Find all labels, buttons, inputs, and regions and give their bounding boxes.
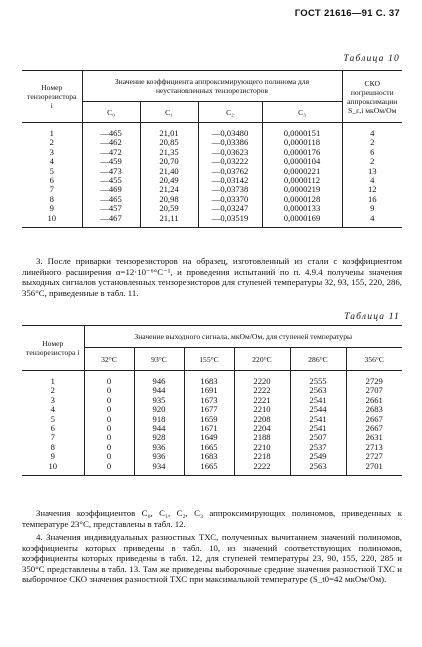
cell-number: 9 — [49, 203, 54, 214]
cell-356: 2631 — [346, 433, 402, 442]
table-11-head-group: Значение выходного сигнала, мкОм/Ом, для ступеней температуры — [84, 326, 402, 348]
cell-356: 2727 — [346, 452, 402, 461]
cell-32: 0 — [84, 433, 134, 442]
table-11-body — [22, 371, 402, 476]
table-10-body — [22, 123, 402, 228]
table-11-col-32: 32°С — [84, 348, 134, 371]
table-11-row — [22, 371, 402, 387]
cell-32: 0 — [84, 452, 134, 461]
cell-c0: —459 — [82, 157, 140, 166]
cell-286: 2541 — [290, 396, 346, 405]
cell-sko: 6 — [342, 148, 402, 157]
cell-356: 2707 — [346, 386, 402, 395]
cell-c2: —0,03222 — [198, 157, 262, 166]
cell-220: 2208 — [234, 415, 290, 424]
cell-c3: 0,0000221 — [262, 167, 342, 176]
page-header: ГОСТ 21616—91 С. 37 — [294, 8, 400, 19]
cell-356: 2729 — [346, 371, 402, 387]
cell-number: 7 — [50, 432, 55, 443]
cell-c1: 20,98 — [140, 195, 198, 204]
cell-32: 0 — [84, 405, 134, 414]
cell-32: 0 — [84, 396, 134, 405]
cell-356: 2667 — [346, 424, 402, 433]
cell-sko: 9 — [342, 204, 402, 213]
table-10-head-sko: СКО погрешности аппроксимации S_ε,i мкОм/Ом — [342, 71, 402, 123]
cell-number: 3 — [49, 146, 54, 157]
cell-number: 5 — [49, 165, 54, 176]
cell-number: 4 — [50, 404, 55, 415]
cell-93: 936 — [134, 443, 184, 452]
cell-c2: —0,03480 — [198, 123, 262, 139]
cell-number: 3 — [50, 394, 55, 405]
cell-c0: —462 — [82, 138, 140, 147]
cell-number: 1 — [50, 376, 55, 386]
cell-c1: 20,59 — [140, 204, 198, 213]
cell-220: 2210 — [234, 405, 290, 414]
cell-93: 935 — [134, 396, 184, 405]
cell-155: 1691 — [184, 386, 234, 395]
cell-sko: 4 — [342, 214, 402, 228]
cell-number: 4 — [49, 156, 54, 167]
cell-c2: —0,03623 — [198, 148, 262, 157]
cell-sko: 4 — [342, 123, 402, 139]
cell-155: 1665 — [184, 443, 234, 452]
cell-c3: 0,0000169 — [262, 214, 342, 228]
cell-number: 1 — [49, 128, 54, 138]
table-10-row — [22, 214, 402, 228]
cell-32: 0 — [84, 443, 134, 452]
cell-c2: —0,03762 — [198, 167, 262, 176]
cell-93: 946 — [134, 371, 184, 387]
cell-number: 10 — [48, 460, 58, 471]
cell-220: 2204 — [234, 424, 290, 433]
paragraph-4: 4. Значения индивидуальных разностных ТХС, полученных вычитанием значений полиномов, коэффициенты которых приведены в табл. 10, из значений соответствующих полиномов, коэффициенты которых приведены в табл. 12, для ступеней температуры 23, 90, 155, 220, 285 и 350°С представлены в табл. 13. Там же приведены выборочные средние значения разностной ТХС и выборочное СКО значения разностной ТХС при максимальной температуре (S_t0=42 мкОм/Ом). — [22, 532, 402, 585]
cell-286: 2541 — [290, 415, 346, 424]
cell-220: 2221 — [234, 396, 290, 405]
cell-155: 1665 — [184, 462, 234, 476]
cell-c1: 21,40 — [140, 167, 198, 176]
cell-number: 9 — [50, 451, 55, 462]
cell-155: 1683 — [184, 452, 234, 461]
cell-number: 7 — [49, 184, 54, 195]
table-11 — [22, 325, 402, 476]
cell-286: 2507 — [290, 433, 346, 442]
cell-286: 2563 — [290, 462, 346, 476]
cell-sko: 2 — [342, 138, 402, 147]
cell-c0: —465 — [82, 123, 140, 139]
cell-sko: 2 — [342, 157, 402, 166]
cell-c1: 20,70 — [140, 157, 198, 166]
cell-c0: —455 — [82, 176, 140, 185]
table-11-head-number: Номер тензорезистора i — [22, 326, 84, 371]
cell-220: 2188 — [234, 433, 290, 442]
cell-sko: 12 — [342, 185, 402, 194]
table-11-col-220: 220°С — [234, 348, 290, 371]
cell-number: 2 — [49, 137, 54, 148]
cell-220: 2220 — [234, 371, 290, 387]
cell-220: 2222 — [234, 462, 290, 476]
cell-sko: 16 — [342, 195, 402, 204]
cell-c3: 0,0000128 — [262, 195, 342, 204]
cell-c2: —0,03247 — [198, 204, 262, 213]
cell-220: 2210 — [234, 443, 290, 452]
cell-93: 920 — [134, 405, 184, 414]
cell-c3: 0,0000219 — [262, 185, 342, 194]
cell-356: 2713 — [346, 443, 402, 452]
cell-356: 2667 — [346, 415, 402, 424]
cell-286: 2544 — [290, 405, 346, 414]
cell-93: 944 — [134, 424, 184, 433]
cell-220: 2222 — [234, 386, 290, 395]
cell-c1: 20,49 — [140, 176, 198, 185]
cell-356: 2701 — [346, 462, 402, 476]
table-10-row — [22, 123, 402, 139]
cell-number: 8 — [50, 441, 55, 452]
cell-sko: 4 — [342, 176, 402, 185]
table-11-col-286: 286°С — [290, 348, 346, 371]
cell-93: 918 — [134, 415, 184, 424]
cell-155: 1671 — [184, 424, 234, 433]
cell-c0: —469 — [82, 185, 140, 194]
cell-155: 1659 — [184, 415, 234, 424]
cell-c1: 20,85 — [140, 138, 198, 147]
cell-c1: 21,11 — [140, 214, 198, 228]
cell-93: 928 — [134, 433, 184, 442]
cell-c2: —0,03142 — [198, 176, 262, 185]
cell-c3: 0,0000118 — [262, 138, 342, 147]
table-10 — [22, 70, 402, 228]
cell-93: 936 — [134, 452, 184, 461]
cell-c2: —0,03386 — [198, 138, 262, 147]
cell-c0: —465 — [82, 195, 140, 204]
cell-286: 2555 — [290, 371, 346, 387]
cell-286: 2537 — [290, 443, 346, 452]
cell-sko: 13 — [342, 167, 402, 176]
cell-286: 2549 — [290, 452, 346, 461]
cell-number: 6 — [49, 175, 54, 186]
cell-93: 934 — [134, 462, 184, 476]
cell-c0: —457 — [82, 204, 140, 213]
cell-155: 1677 — [184, 405, 234, 414]
cell-356: 2661 — [346, 396, 402, 405]
cell-c3: 0,0000176 — [262, 148, 342, 157]
cell-c2: —0,03370 — [198, 195, 262, 204]
cell-93: 944 — [134, 386, 184, 395]
table-10-col-c3: C₃ — [262, 102, 342, 123]
table-10-caption: Таблица 10 — [343, 54, 400, 64]
cell-32: 0 — [84, 386, 134, 395]
cell-c3: 0,0000133 — [262, 204, 342, 213]
cell-155: 1673 — [184, 396, 234, 405]
cell-32: 0 — [84, 424, 134, 433]
cell-155: 1683 — [184, 371, 234, 387]
cell-c3: 0,0000104 — [262, 157, 342, 166]
cell-286: 2541 — [290, 424, 346, 433]
cell-c1: 21,24 — [140, 185, 198, 194]
table-10-col-c0: C₀ — [82, 102, 140, 123]
cell-c2: —0,03519 — [198, 214, 262, 228]
table-10-head-group: Значение коэффициента аппроксимирующего полинома для неустановленных тензорезисторов — [82, 71, 342, 102]
cell-c1: 21,01 — [140, 123, 198, 139]
paragraph-3: 3. После приварки тензорезисторов на образец, изготовленный из стали с коэффициентом линейного расширения α=12·10⁻⁶°С⁻¹, и проведения испытаний по п. 4.9.4 получены значения выходных сигналов установленных тензорезисторов для ступеней температуры 32, 93, 155, 220, 286, 356°С, приведенные в табл. 11. — [22, 256, 402, 298]
cell-286: 2563 — [290, 386, 346, 395]
cell-356: 2683 — [346, 405, 402, 414]
cell-c3: 0,0000112 — [262, 176, 342, 185]
cell-155: 1649 — [184, 433, 234, 442]
table-11-col-356: 356°С — [346, 348, 402, 371]
cell-c2: —0,03738 — [198, 185, 262, 194]
cell-c0: —467 — [82, 214, 140, 228]
table-10-head-number: Номер тензорезистора i — [22, 71, 82, 123]
cell-number: 5 — [50, 413, 55, 424]
cell-number: 8 — [49, 193, 54, 204]
table-10-col-c1: C₁ — [140, 102, 198, 123]
cell-c0: —472 — [82, 148, 140, 157]
cell-c3: 0,0000151 — [262, 123, 342, 139]
table-11-col-93: 93°С — [134, 348, 184, 371]
table-10-col-c2: C₂ — [198, 102, 262, 123]
cell-number: 6 — [50, 423, 55, 434]
cell-32: 0 — [84, 462, 134, 476]
cell-c0: —473 — [82, 167, 140, 176]
cell-number: 2 — [50, 385, 55, 396]
cell-number: 10 — [47, 212, 57, 223]
paragraph-coefficients: Значения коэффициентов C₀, C₁, C₂, C₃ аппроксимирующих полиномов, приведенных к температуре 23°С, представлены в табл. 12. — [22, 508, 402, 529]
table-11-row — [22, 462, 402, 476]
table-11-col-155: 155°С — [184, 348, 234, 371]
table-11-caption: Таблица 11 — [344, 312, 400, 322]
cell-220: 2218 — [234, 452, 290, 461]
cell-c1: 21,35 — [140, 148, 198, 157]
cell-32: 0 — [84, 371, 134, 387]
cell-32: 0 — [84, 415, 134, 424]
